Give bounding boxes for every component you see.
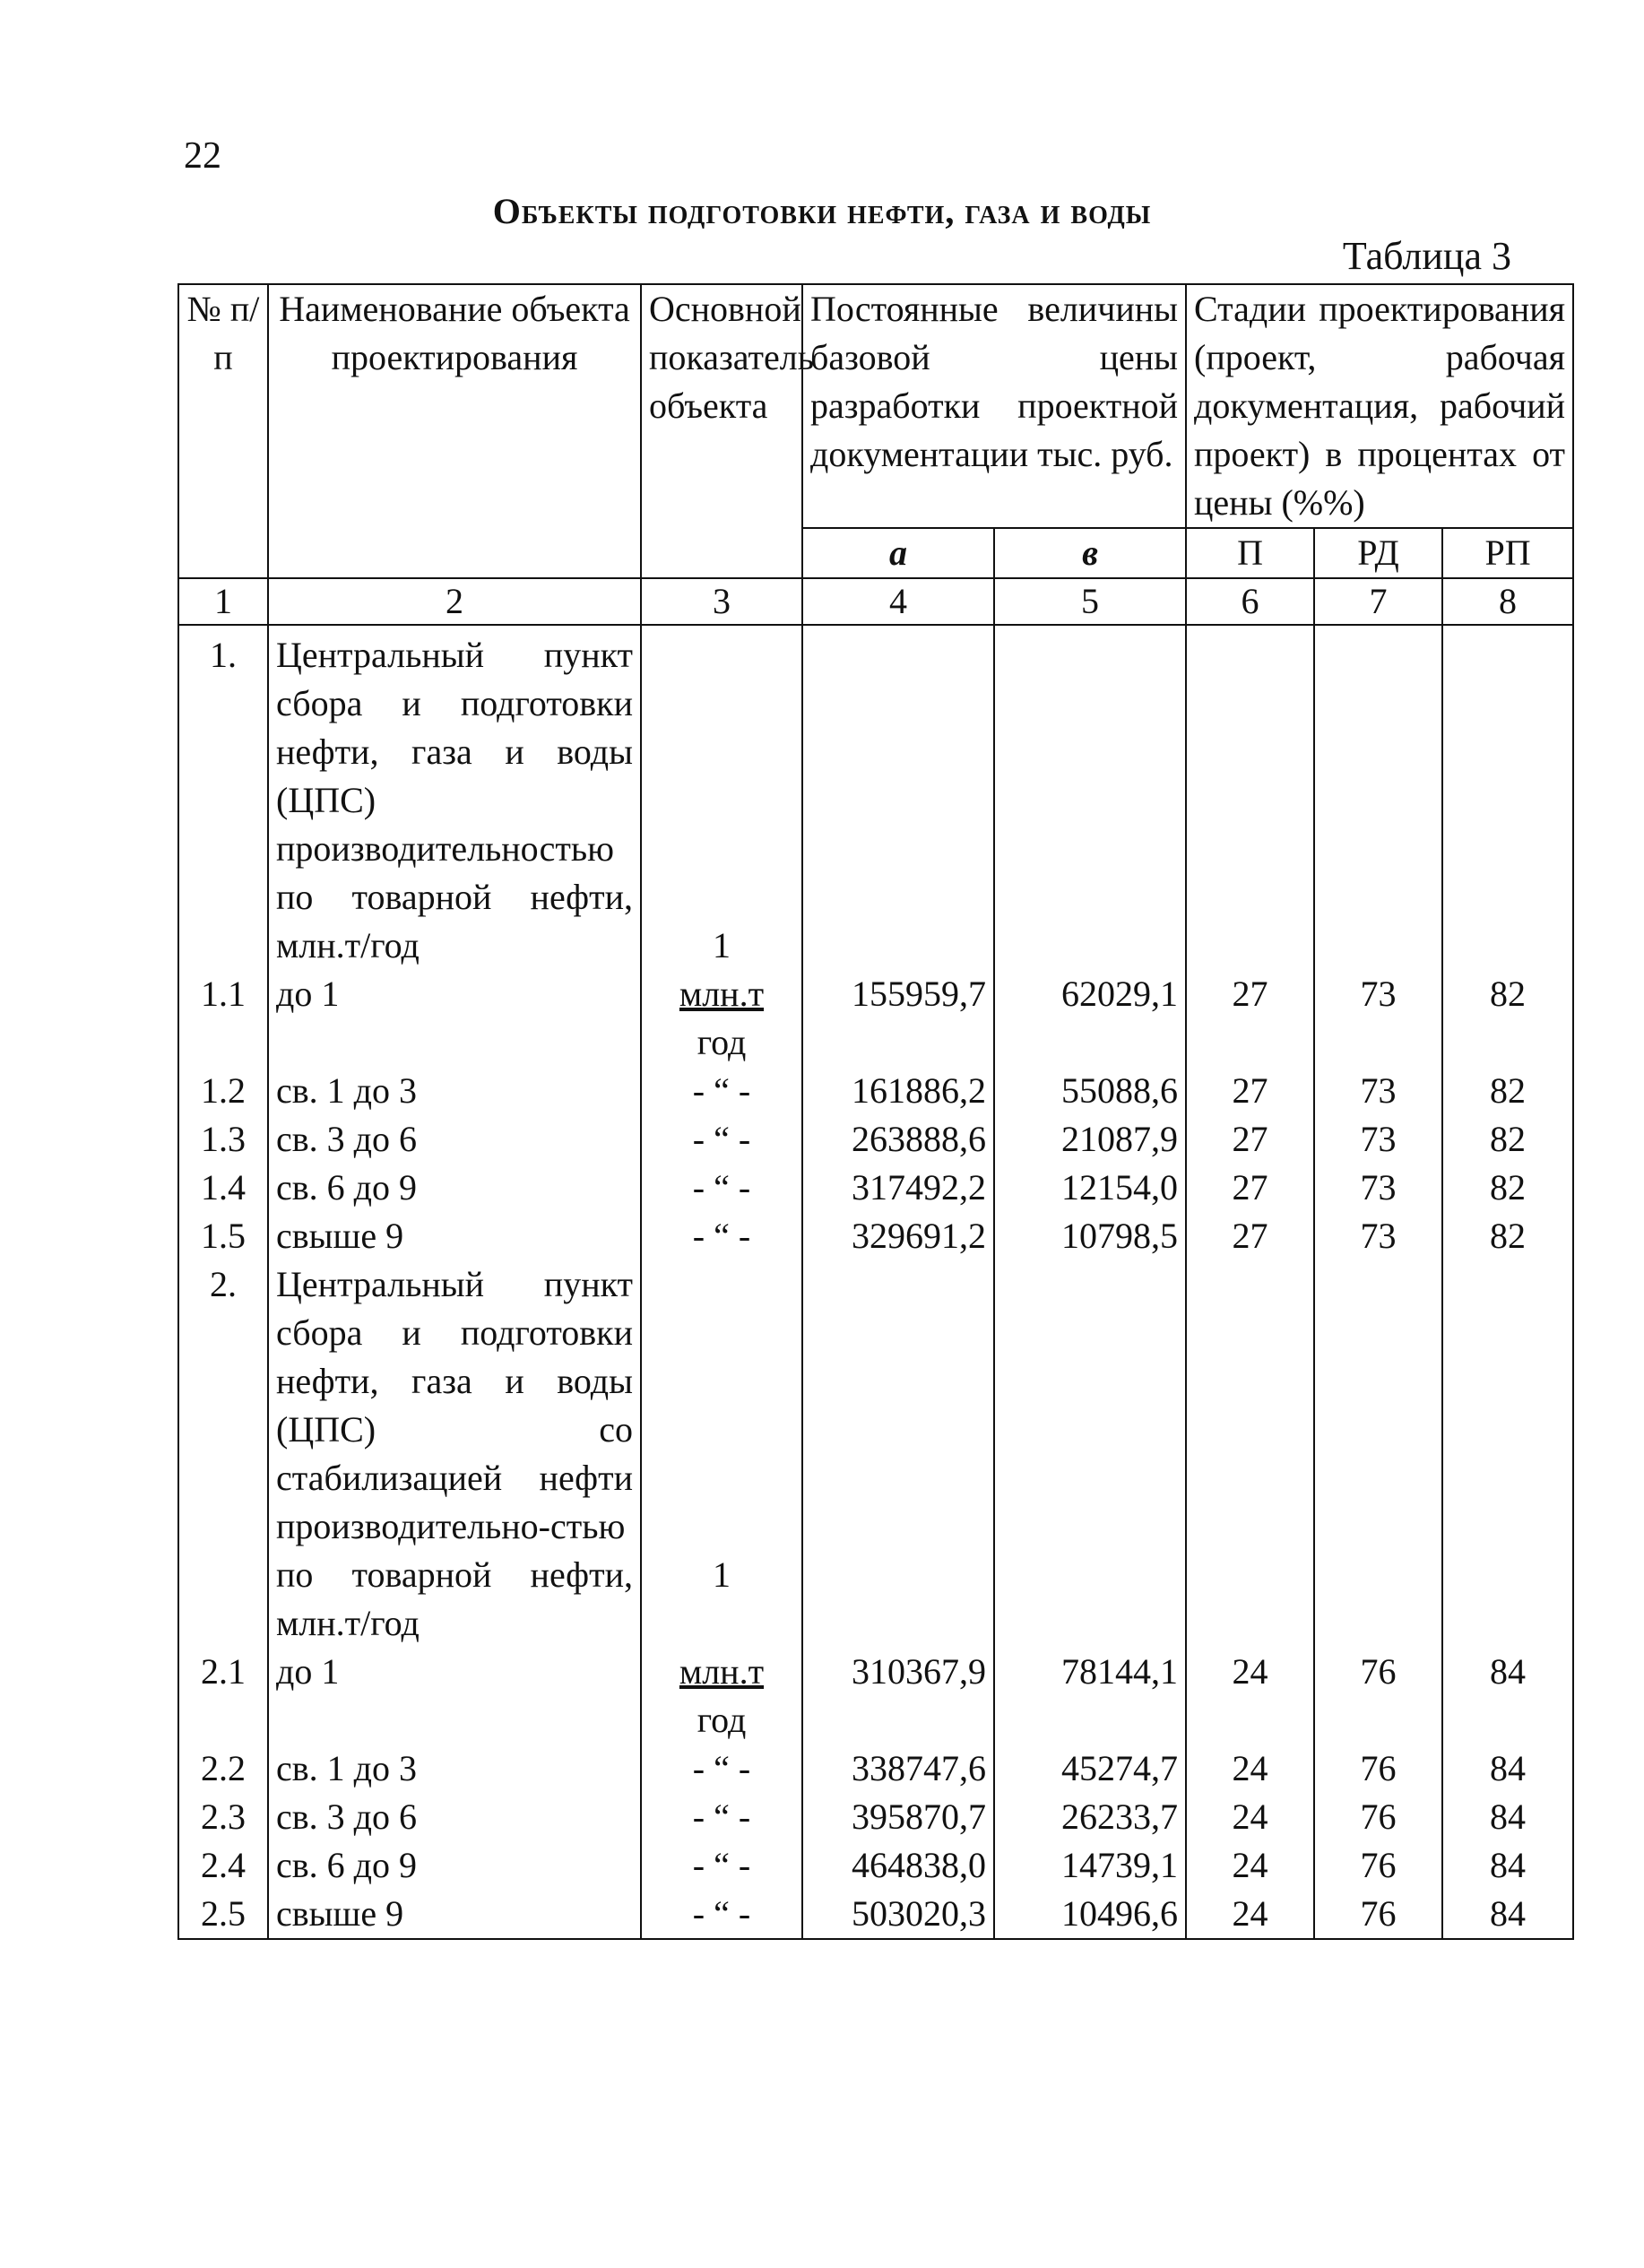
value-p: 27 — [1186, 1115, 1314, 1164]
row-number: 2.2 — [178, 1744, 268, 1793]
value-a: 464838,0 — [802, 1841, 994, 1890]
value-rp: 82 — [1442, 1067, 1573, 1115]
row-number: 1.5 — [178, 1212, 268, 1260]
value-rd: 73 — [1314, 1164, 1442, 1212]
section-name: Центральный пункт сбора и подготовки нефти, газа и воды (ЦПС) производительностью по товарной нефти, млн.т/год — [268, 625, 641, 970]
header-stages: Стадии проектирования (проект, рабочая документация, рабочий проект) в процентах от цены (%%) — [1186, 284, 1573, 528]
value-p: 27 — [1186, 1164, 1314, 1212]
table-row — [178, 1164, 1573, 1212]
value-p: 24 — [1186, 1648, 1314, 1744]
value-rd: 76 — [1314, 1793, 1442, 1841]
value-a: 263888,6 — [802, 1115, 994, 1164]
row-name: св. 6 до 9 — [268, 1164, 641, 1212]
value-b: 55088,6 — [994, 1067, 1186, 1115]
value-rp: 82 — [1442, 1212, 1573, 1260]
row-number: 2.4 — [178, 1841, 268, 1890]
value-rd: 76 — [1314, 1744, 1442, 1793]
indicator-ditto: - “ - — [641, 1067, 802, 1115]
table-row — [178, 1067, 1573, 1115]
value-b: 21087,9 — [994, 1115, 1186, 1164]
header-a: а — [802, 528, 994, 578]
row-name: св. 6 до 9 — [268, 1841, 641, 1890]
value-rp: 84 — [1442, 1744, 1573, 1793]
value-rp: 84 — [1442, 1890, 1573, 1939]
value-p: 24 — [1186, 1744, 1314, 1793]
indicator-unit-denominator: год — [697, 1700, 747, 1740]
indicator-value: 1 — [641, 1260, 802, 1648]
section-number: 1. — [178, 625, 268, 970]
value-rd: 73 — [1314, 970, 1442, 1067]
value-p: 24 — [1186, 1841, 1314, 1890]
indicator-unit — [641, 970, 802, 1067]
indicator-ditto: - “ - — [641, 1212, 802, 1260]
column-numbers-row — [178, 578, 1573, 625]
header-base-price: Постоянные величины базовой цены разработки проектной документации тыс. руб. — [802, 284, 1186, 528]
table-row — [178, 970, 1573, 1067]
column-number: 4 — [802, 578, 994, 625]
table-row — [178, 1793, 1573, 1841]
column-number: 6 — [1186, 578, 1314, 625]
row-name: свыше 9 — [268, 1890, 641, 1939]
table-row — [178, 1841, 1573, 1890]
header-rp: РП — [1442, 528, 1573, 578]
table-row — [178, 1115, 1573, 1164]
section-number: 2. — [178, 1260, 268, 1648]
value-p: 27 — [1186, 1212, 1314, 1260]
column-number: 1 — [178, 578, 268, 625]
value-a: 395870,7 — [802, 1793, 994, 1841]
value-rd: 76 — [1314, 1648, 1442, 1744]
row-name: до 1 — [268, 970, 641, 1067]
value-rp: 82 — [1442, 1164, 1573, 1212]
column-number: 3 — [641, 578, 802, 625]
value-b: 10798,5 — [994, 1212, 1186, 1260]
row-number: 1.4 — [178, 1164, 268, 1212]
value-b: 62029,1 — [994, 970, 1186, 1067]
header-indicator: Основной показатель объекта — [641, 284, 802, 578]
value-p: 24 — [1186, 1890, 1314, 1939]
indicator-unit-numerator: млн.т — [679, 1651, 765, 1692]
table-row — [178, 1648, 1573, 1744]
indicator-ditto: - “ - — [641, 1793, 802, 1841]
column-number: 8 — [1442, 578, 1573, 625]
price-table — [177, 283, 1574, 1940]
indicator-unit — [641, 1648, 802, 1744]
value-b: 10496,6 — [994, 1890, 1186, 1939]
column-number: 2 — [268, 578, 641, 625]
table-label: Таблица 3 — [1342, 234, 1511, 278]
table-row — [178, 1890, 1573, 1939]
value-b: 26233,7 — [994, 1793, 1186, 1841]
header-b: в — [994, 528, 1186, 578]
row-name: св. 1 до 3 — [268, 1067, 641, 1115]
indicator-value: 1 — [641, 625, 802, 970]
indicator-unit-numerator: млн.т — [679, 974, 765, 1014]
value-b: 12154,0 — [994, 1164, 1186, 1212]
section-name: Центральный пункт сбора и подготовки нефти, газа и воды (ЦПС) со стабилизацией нефти производительно-стью по товарной нефти, млн.т/год — [268, 1260, 641, 1648]
document-title: Объекты подготовки нефти, газа и воды — [492, 191, 1152, 231]
value-b: 14739,1 — [994, 1841, 1186, 1890]
page-number: 22 — [184, 135, 221, 177]
value-rp: 84 — [1442, 1648, 1573, 1744]
value-rp: 82 — [1442, 1115, 1573, 1164]
section-row — [178, 625, 1573, 970]
header-rd: РД — [1314, 528, 1442, 578]
value-a: 310367,9 — [802, 1648, 994, 1744]
value-rd: 73 — [1314, 1212, 1442, 1260]
value-a: 329691,2 — [802, 1212, 994, 1260]
indicator-ditto: - “ - — [641, 1115, 802, 1164]
indicator-ditto: - “ - — [641, 1841, 802, 1890]
value-p: 27 — [1186, 1067, 1314, 1115]
indicator-ditto: - “ - — [641, 1744, 802, 1793]
indicator-unit-denominator: год — [697, 1022, 747, 1062]
value-a: 317492,2 — [802, 1164, 994, 1212]
row-number: 2.1 — [178, 1648, 268, 1744]
value-a: 161886,2 — [802, 1067, 994, 1115]
value-rd: 76 — [1314, 1841, 1442, 1890]
row-name: св. 3 до 6 — [268, 1115, 641, 1164]
value-rd: 73 — [1314, 1067, 1442, 1115]
column-number: 7 — [1314, 578, 1442, 625]
indicator-ditto: - “ - — [641, 1890, 802, 1939]
value-b: 78144,1 — [994, 1648, 1186, 1744]
section-row — [178, 1260, 1573, 1648]
row-number: 1.1 — [178, 970, 268, 1067]
header-object-name: Наименование объекта проектирования — [268, 284, 641, 578]
value-p: 27 — [1186, 970, 1314, 1067]
value-b: 45274,7 — [994, 1744, 1186, 1793]
header-number: № п/п — [178, 284, 268, 578]
value-a: 155959,7 — [802, 970, 994, 1067]
table-row — [178, 1744, 1573, 1793]
indicator-ditto: - “ - — [641, 1164, 802, 1212]
value-a: 503020,3 — [802, 1890, 994, 1939]
value-p: 24 — [1186, 1793, 1314, 1841]
row-name: до 1 — [268, 1648, 641, 1744]
value-rd: 73 — [1314, 1115, 1442, 1164]
column-number: 5 — [994, 578, 1186, 625]
row-name: св. 3 до 6 — [268, 1793, 641, 1841]
value-rd: 76 — [1314, 1890, 1442, 1939]
value-rp: 84 — [1442, 1841, 1573, 1890]
row-name: св. 1 до 3 — [268, 1744, 641, 1793]
row-number: 2.5 — [178, 1890, 268, 1939]
value-rp: 84 — [1442, 1793, 1573, 1841]
row-number: 1.2 — [178, 1067, 268, 1115]
header-p: П — [1186, 528, 1314, 578]
value-rp: 82 — [1442, 970, 1573, 1067]
row-name: свыше 9 — [268, 1212, 641, 1260]
value-a: 338747,6 — [802, 1744, 994, 1793]
table-row — [178, 1212, 1573, 1260]
row-number: 1.3 — [178, 1115, 268, 1164]
row-number: 2.3 — [178, 1793, 268, 1841]
